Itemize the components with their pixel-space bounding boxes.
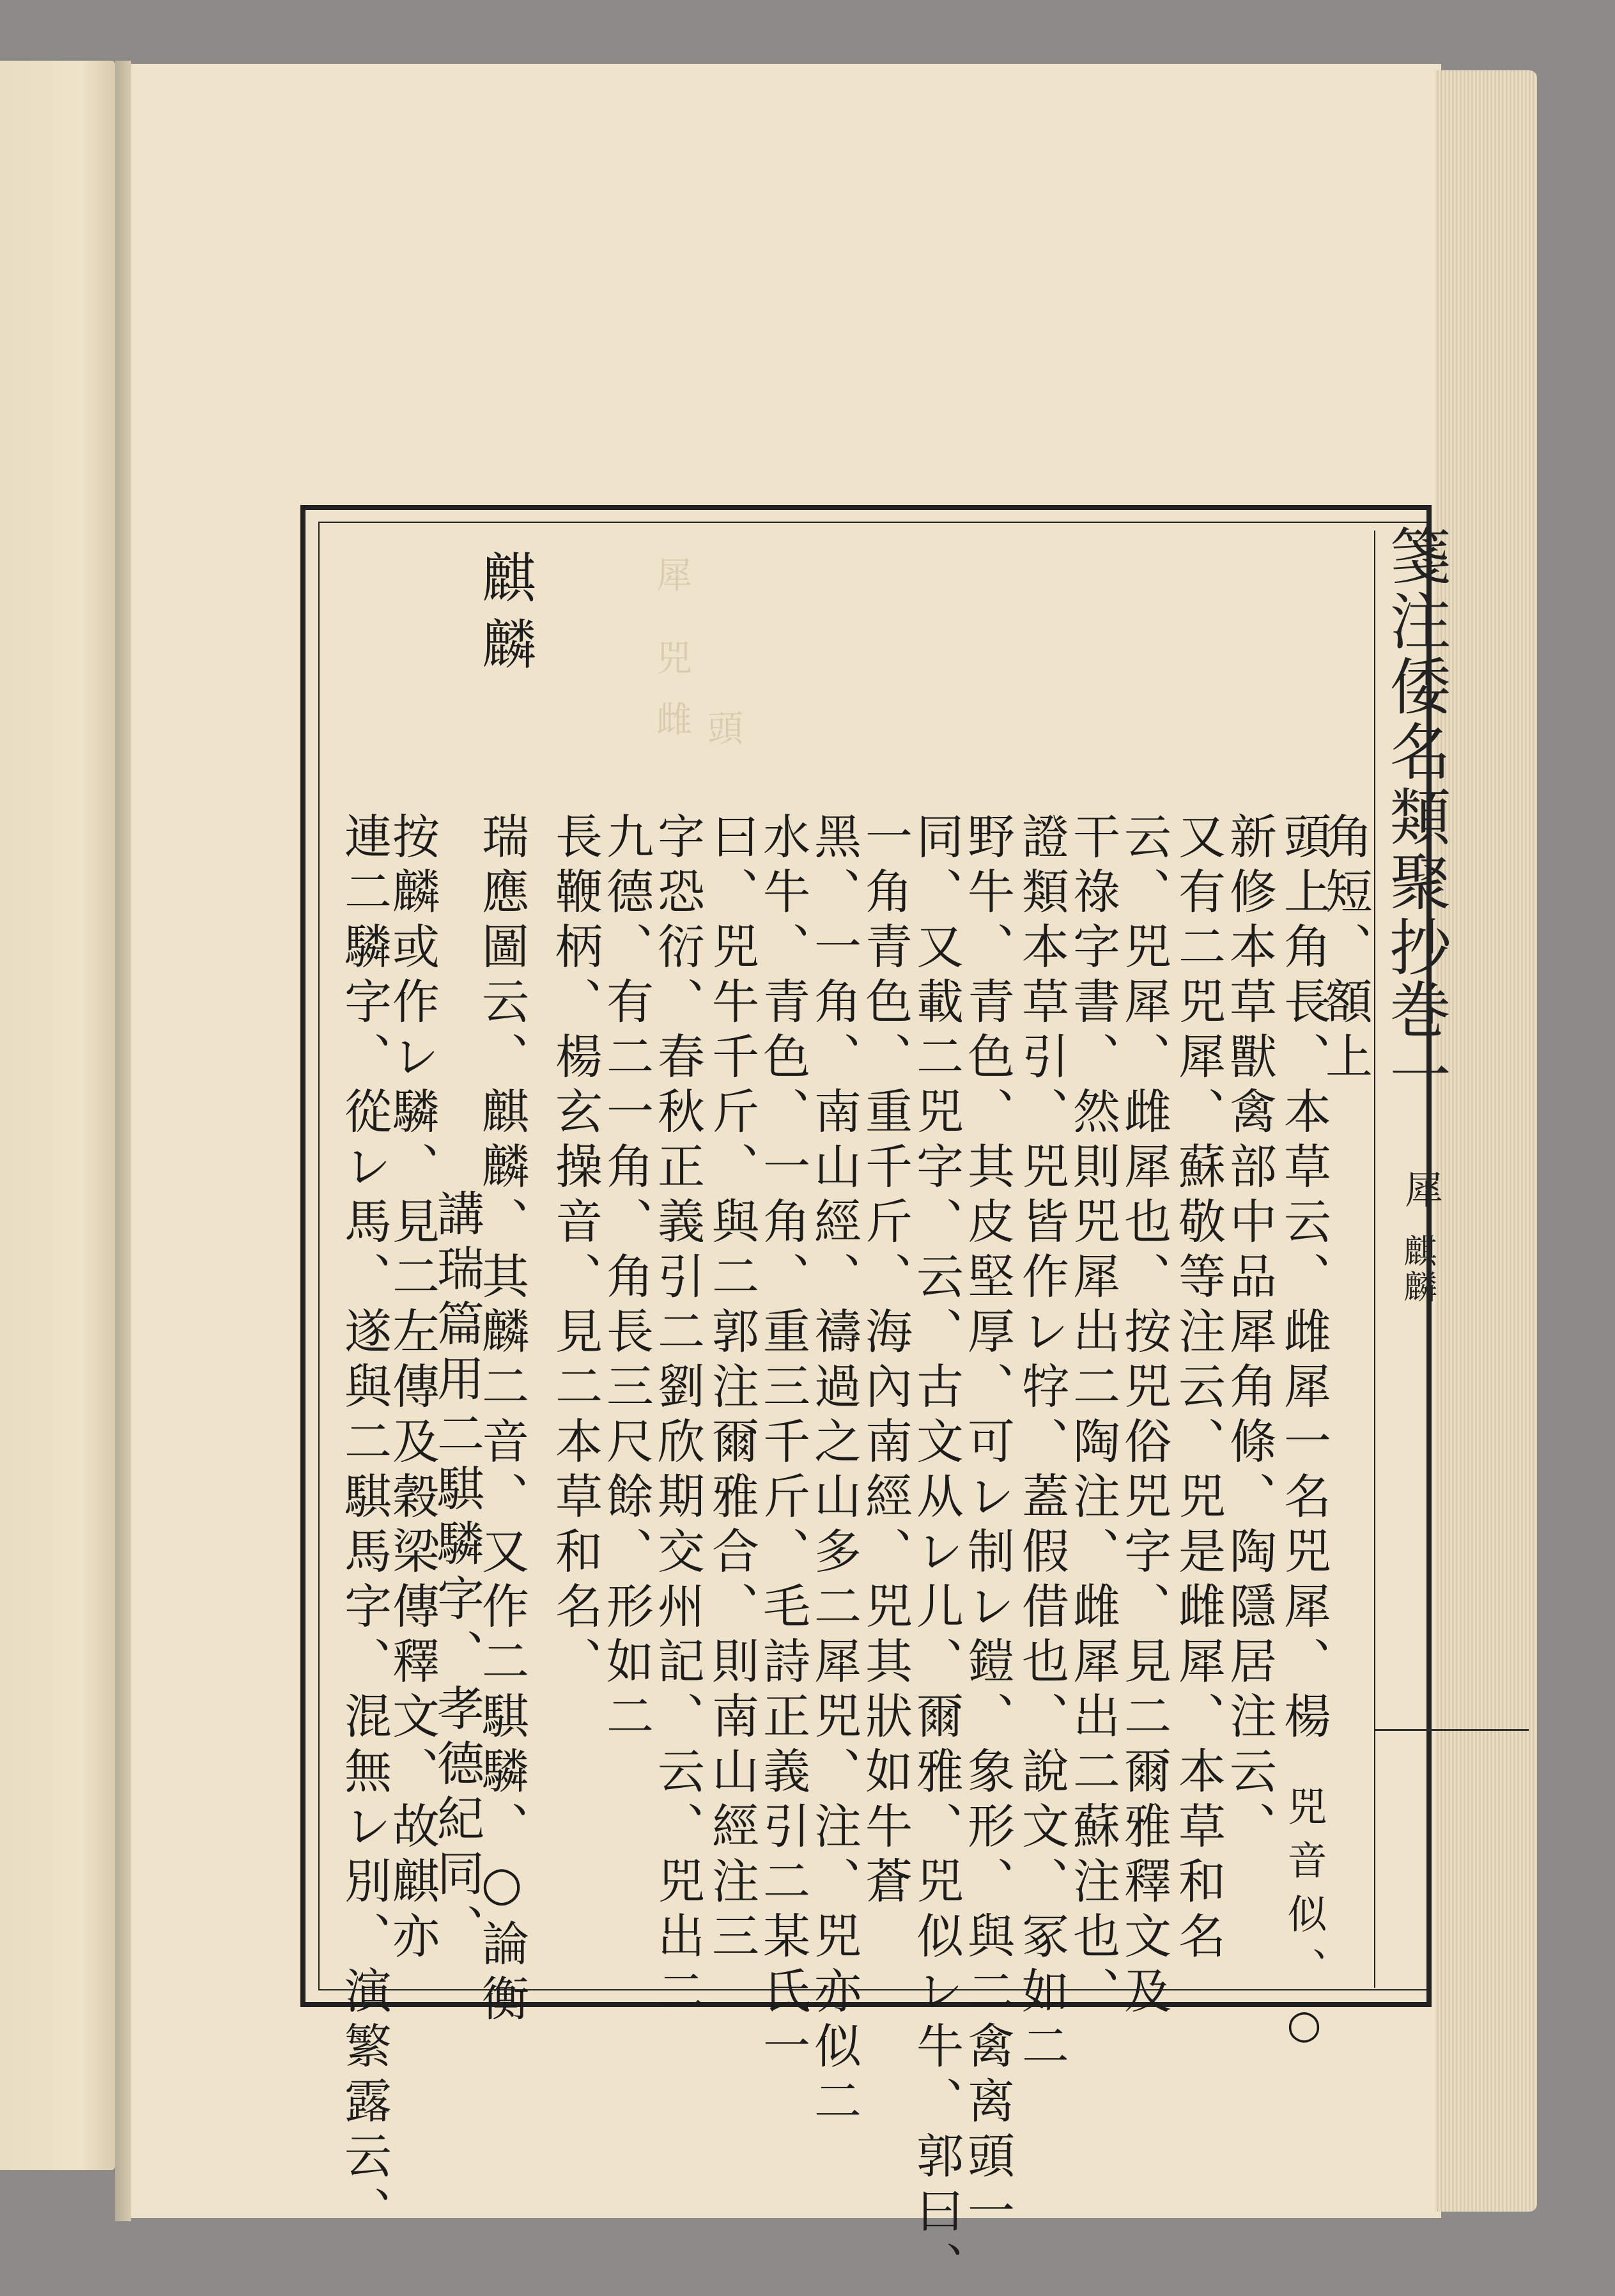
text-column: 長鞭柄、楊玄操音、見二本草和名、 bbox=[548, 812, 603, 1691]
text-column: 曰、兕牛千斤、與二郭注爾雅合、則南山經注三 bbox=[704, 812, 759, 1966]
text-column: 講瑞篇用二騏驎字、孝德紀同、 bbox=[429, 1189, 484, 1959]
text-column: 水牛、青色、一角、重三千斤、毛詩正義引二某氏一 bbox=[755, 812, 810, 2076]
book-gutter bbox=[115, 61, 131, 2221]
book-title: 箋注倭名類聚抄 bbox=[1380, 524, 1451, 981]
text-column: 按麟或作レ驎、見二左傳及穀梁傳釋文、故麒亦 bbox=[385, 812, 440, 1966]
margin-divider bbox=[1375, 1729, 1529, 1731]
text-column-note: 兕音似、○ bbox=[1281, 1732, 1327, 2061]
text-column: 黑、一角、南山經、禱過之山多二犀兕、注、兕亦似二 bbox=[807, 812, 862, 2131]
show-through-text: 頭 bbox=[702, 710, 743, 771]
text-column: 一角青色、重千斤、海內南經、兕其狀如牛蒼 bbox=[858, 812, 913, 1911]
text-column: 證類本草引、兕皆作レ牸、蓋假借也、說文、冢如二 bbox=[1014, 812, 1069, 2076]
text-column: 連二驎字、從レ馬、遂與二騏馬字、混無レ別、演繁露云、 bbox=[337, 812, 392, 2241]
volume-label: 巻一 bbox=[1380, 978, 1451, 1108]
text-column: 角短、額上 bbox=[1318, 812, 1373, 1087]
text-column: 又有二兕犀、蘇敬等注云、兕是雌犀、本草和名 bbox=[1171, 812, 1226, 1966]
left-page bbox=[0, 61, 115, 2170]
section-mark-qilin: 麒麟 bbox=[1398, 1234, 1436, 1305]
page-edges bbox=[1435, 70, 1537, 2212]
text-column: 云、兕犀、雌犀也、按兕俗兕字、見二爾雅釋文及 bbox=[1117, 812, 1171, 2021]
margin-rule bbox=[1374, 531, 1375, 1988]
text-column: 字恐衍、春秋正義引二劉欣期交州記、云、兕出二 bbox=[650, 812, 705, 2021]
text-column: 新修本草獸禽部中品犀角條、陶隱居注云、 bbox=[1222, 812, 1277, 1856]
section-mark-rhino: 犀 bbox=[1398, 1170, 1443, 1213]
text-column: 干祿字書、然則兕犀出二陶注、雌犀出二蘇注也、 bbox=[1065, 812, 1120, 2021]
show-through-text: 兕雌 bbox=[651, 639, 692, 762]
entry-heading-qilin: 麒麟 bbox=[474, 550, 536, 683]
show-through-text: 犀 bbox=[651, 556, 692, 617]
text-column: 頭上角長、本草云、雌犀一名兕犀、楊 bbox=[1276, 812, 1331, 1746]
text-column: 九德、有二一角、角長三尺餘、形如二 bbox=[599, 812, 654, 1746]
text-column: 野牛、青色、其皮堅厚、可レ制レ鎧、象形、與二禽离頭一 bbox=[960, 812, 1015, 2241]
text-column: 同、又載二兕字、云、古文从レ儿、爾雅、兕似レ牛、郭曰、 bbox=[909, 812, 964, 2296]
text-column: 瑞應圖云、麒麟、其麟二音、又作二騏驎、○論衡 bbox=[474, 812, 529, 2029]
